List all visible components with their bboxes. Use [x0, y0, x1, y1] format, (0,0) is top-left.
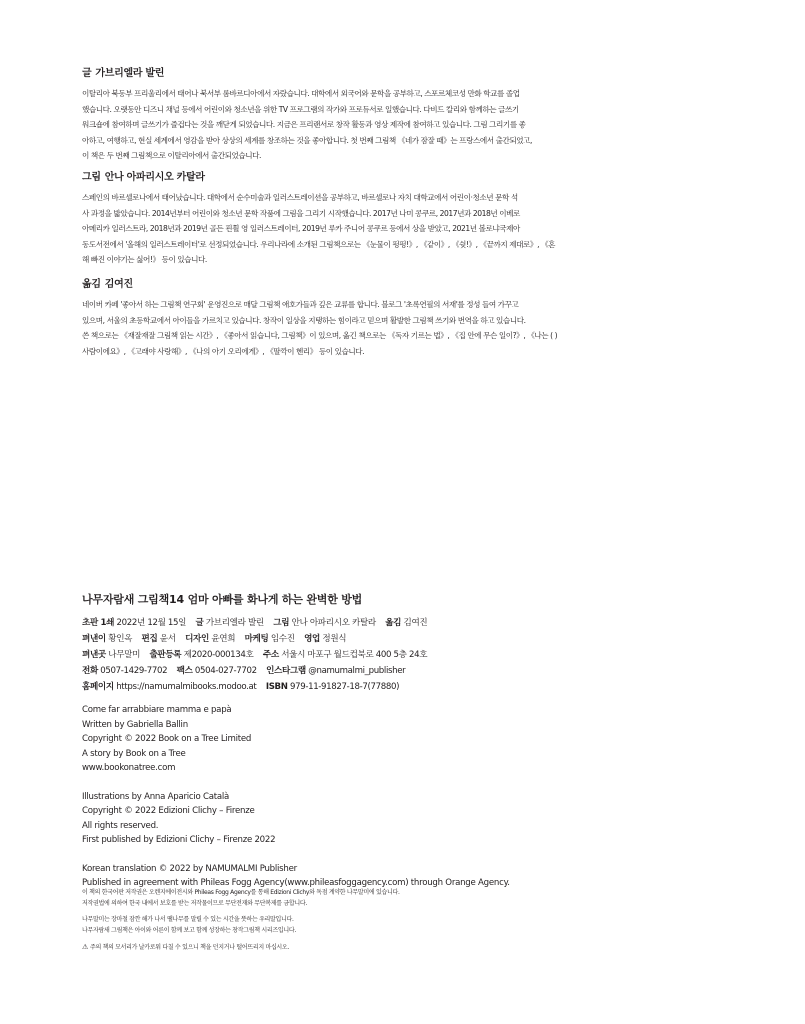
- translator-section: [82, 279, 722, 359]
- translator-bio-line: 있으며, 서울의 초등학교에서 아이들을 가르치고 있습니다. 창작이 일상을 지탱하는 힘이라고 믿으며 활발한 그림책 쓰기와 번역을 하고 있습니다.: [82, 315, 526, 325]
- credit-label: 출판등록: [149, 650, 182, 660]
- copyright-line: Korean translation © 2022 by NAMUMALMI Publisher: [82, 863, 297, 874]
- credit-value: https://namumalmibooks.modoo.at: [116, 682, 257, 692]
- notice-line: 나무말미는 장마철 잠깐 해가 나서 땔나무를 말릴 수 있는 시간을 뜻하는 우리말입니다.: [82, 916, 294, 923]
- notice-line: 저작권법에 의하여 한국 내에서 보호를 받는 저작물이므로 무단전재와 무단복제를 금합니다.: [82, 899, 307, 907]
- translator-bio-line: 쓴 책으로는 《재잘재잘 그림책 읽는 시간》, 《좋아서 읽습니다, 그림책》이 있으며, 옮긴 책으로는 《독자 기르는 법》, 《집 안에 무슨 일이?》, 《나는 ( ): [82, 331, 558, 341]
- credit-line-contact: [82, 663, 762, 679]
- credit-value: @namumalmi_publisher: [308, 666, 406, 676]
- credit-label: 인스타그램: [266, 666, 306, 676]
- illustrator-bio-line: 사 과정을 밟았습니다. 2014년부터 어린이와 청소년 문학 작품에 그림을 그리기 시작했습니다. 2017년 나미 콩쿠르, 2017년과 2018년 이베로: [82, 208, 520, 218]
- credit-label: 옮김: [385, 618, 402, 628]
- credit-label: 그림: [273, 618, 290, 628]
- warning-line: [82, 942, 400, 954]
- credit-value: 윤서: [159, 634, 176, 644]
- credit-label: 홈페이지: [82, 682, 114, 692]
- translator-bio-line: 네이버 카페 '좋아서 하는 그림책 연구회' 운영진으로 매달 그림책 애호가들과 깊은 교류를 합니다. 블로그 '초록연필의 서재'를 정성 들여 가꾸고: [82, 300, 519, 309]
- author-heading: [82, 68, 722, 80]
- copyright-line: Come far arrabbiare mamma e papà: [82, 705, 232, 715]
- credit-value: 황인옥: [108, 634, 133, 644]
- copyright-line: First published by Edizioni Clichy – Firenze 2022: [82, 835, 276, 845]
- credit-value: 임수진: [270, 634, 295, 644]
- copyright-line: Written by Gabriella Ballin: [82, 719, 188, 730]
- illustrator-bio-line: 해 빠진 이야기는 싫어!》 등이 있습니다.: [82, 255, 207, 265]
- credit-value: 2022년 12월 15일: [116, 618, 187, 628]
- credit-value: 안나 아파리시오 카탈라: [291, 618, 376, 628]
- copyright-line: Copyright © 2022 Edizioni Clichy – Firenze: [82, 806, 255, 816]
- legal-notes: [82, 888, 400, 960]
- translator-bio: [82, 297, 722, 359]
- credit-value: 서울시 마포구 월드컵북로 400 5층 24호: [281, 650, 428, 660]
- copyright-line: A story by Book on a Tree: [82, 748, 186, 759]
- translator-heading: [82, 279, 722, 291]
- copyright-line: Illustrations by Anna Aparicio Català: [82, 791, 230, 802]
- safety-warning: [82, 942, 400, 954]
- colophon: [82, 593, 762, 695]
- english-copyright: [82, 703, 510, 905]
- credit-label: 팩스: [176, 666, 193, 676]
- credit-value: 정원식: [322, 634, 347, 644]
- credit-line-publisher: [82, 647, 762, 663]
- copyright-line: Published in agreement with Phileas Fogg Agency(www.phileasfoggagency.com) through Orange Agency.: [82, 878, 510, 888]
- credit-line-web: [82, 679, 762, 695]
- author-bio-line: 이탈리아 북동부 프리울리에서 태어나 북서부 롬바르디아에서 자랐습니다. 대학에서 외국어와 문학을 공부하고, 스포르체코성 만화 학교를 졸업: [82, 89, 520, 98]
- credit-label: ISBN: [265, 682, 288, 692]
- credit-value: 0507-1429-7702: [100, 666, 168, 676]
- credit-label: 영업: [304, 634, 320, 644]
- credit-label: 디자인: [185, 634, 209, 644]
- author-name: 가브리엘라 발린: [95, 68, 165, 79]
- credit-line-edition: [82, 615, 762, 631]
- book-title: 나무자람새 그림책14 엄마 아빠를 화나게 하는 완벽한 방법: [82, 593, 363, 606]
- illustrator-bio-line: 동도서전에서 '올해의 일러스트레이터'로 선정되었습니다. 우리나라에 소개된 그림책으로는 《눈물이 펑펑!》, 《같이》, 《쉿!》, 《끝까지 제대로》, 《혼: [82, 239, 556, 249]
- copyright-line: www.bookonatree.com: [82, 763, 176, 773]
- credit-value: 김여진: [403, 618, 428, 628]
- brand-notice: [82, 915, 400, 936]
- credit-label: 전화: [82, 666, 98, 676]
- credit-label: 글: [195, 618, 204, 628]
- illustrator-role: 그림: [82, 172, 101, 183]
- author-section: [82, 68, 722, 164]
- illustrator-heading: [82, 172, 722, 184]
- translation-credits: [82, 862, 510, 891]
- copyright-line: Copyright © 2022 Book on a Tree Limited: [82, 734, 252, 744]
- author-bio: [82, 86, 722, 164]
- notice-line: 이 책의 한국어판 저작권은 오렌지에이전시와 Phileas Fogg Agency를 통해 Edizioni Clichy와 독점 계약한 나무말미에 있습니다.: [82, 889, 400, 896]
- translator-name: 김여진: [104, 279, 133, 290]
- illustrator-section: [82, 172, 722, 268]
- author-role: 글: [82, 68, 92, 79]
- author-bio-line: 아하고, 여행하고, 현실 세계에서 영감을 받아 상상의 세계를 창조하는 것을 좋아합니다. 첫 번째 그림책 《네가 잠잘 때》는 프랑스에서 출간되었고,: [82, 135, 532, 145]
- credit-value: 가브리엘라 발린: [205, 618, 264, 628]
- translator-role: 옮김: [82, 279, 101, 290]
- warning-text: 주의 책의 모서리가 날카로워 다칠 수 있으니 책을 던지거나 떨어뜨리지 마십시오.: [89, 944, 290, 951]
- rights-notice: [82, 888, 400, 909]
- credit-label: 마케팅: [244, 634, 269, 644]
- illustrator-bio-line: 아메리카 일러스트라, 2018년과 2019년 골든 핀휠 영 일러스트레이터, 2019년 루카 주니어 콩쿠르 등에서 상을 받았고, 2021년 볼로냐국제아: [82, 224, 520, 234]
- author-bio-line: 했습니다. 오랫동안 디즈니 채널 등에서 어린이와 청소년을 위한 TV 프로그램의 작가와 프로듀서로 일했습니다. 다비드 칼리와 함께하는 글쓰기: [82, 104, 519, 114]
- author-bio-line: 워크숍에 참여하며 글쓰기가 즐겁다는 것을 깨닫게 되었습니다. 지금은 프리랜서로 창작 활동과 영상 제작에 참여하고 있습니다. 그림 그리기를 좋: [82, 120, 526, 130]
- credit-value: 제2020-000134호: [183, 650, 254, 660]
- credit-value: 나무말미: [108, 650, 141, 660]
- illustration-credits: [82, 790, 510, 848]
- credit-label: 펴낸곳: [82, 650, 106, 660]
- illustrator-bio-line: 스페인의 바르셀로나에서 태어났습니다. 대학에서 순수미술과 일러스트레이션을 공부하고, 바르셀로나 자치 대학교에서 어린이·청소년 문학 석: [82, 193, 518, 202]
- credit-label: 초판 1쇄: [82, 618, 115, 628]
- notice-line: 나무자람새 그림책은 아이와 어른이 함께 보고 함께 성장하는 창작그림책 시리즈입니다.: [82, 926, 296, 934]
- copyright-line: All rights reserved.: [82, 820, 159, 831]
- credit-value: 윤연희: [211, 634, 236, 644]
- credit-label: 펴낸이: [82, 634, 106, 644]
- credit-label: 주소: [262, 650, 279, 660]
- translator-bio-line: 사람이에요》, 《고래야 사랑해》, 《나의 아기 오리에게》, 《딸깍이 헨리》 등이 있습니다.: [82, 346, 365, 356]
- original-credits: [82, 703, 510, 776]
- credit-label: 편집: [141, 634, 158, 644]
- credit-value: 979-11-91827-18-7(77880): [289, 682, 400, 692]
- illustrator-bio: [82, 190, 722, 268]
- author-bio-line: 이 책은 두 번째 그림책으로 이탈리아에서 출간되었습니다.: [82, 151, 261, 161]
- credit-line-staff: [82, 631, 762, 647]
- illustrator-name: 안나 아파리시오 카탈라: [104, 172, 205, 183]
- warning-icon: ⚠: [82, 943, 88, 951]
- credit-value: 0504-027-7702: [194, 666, 257, 676]
